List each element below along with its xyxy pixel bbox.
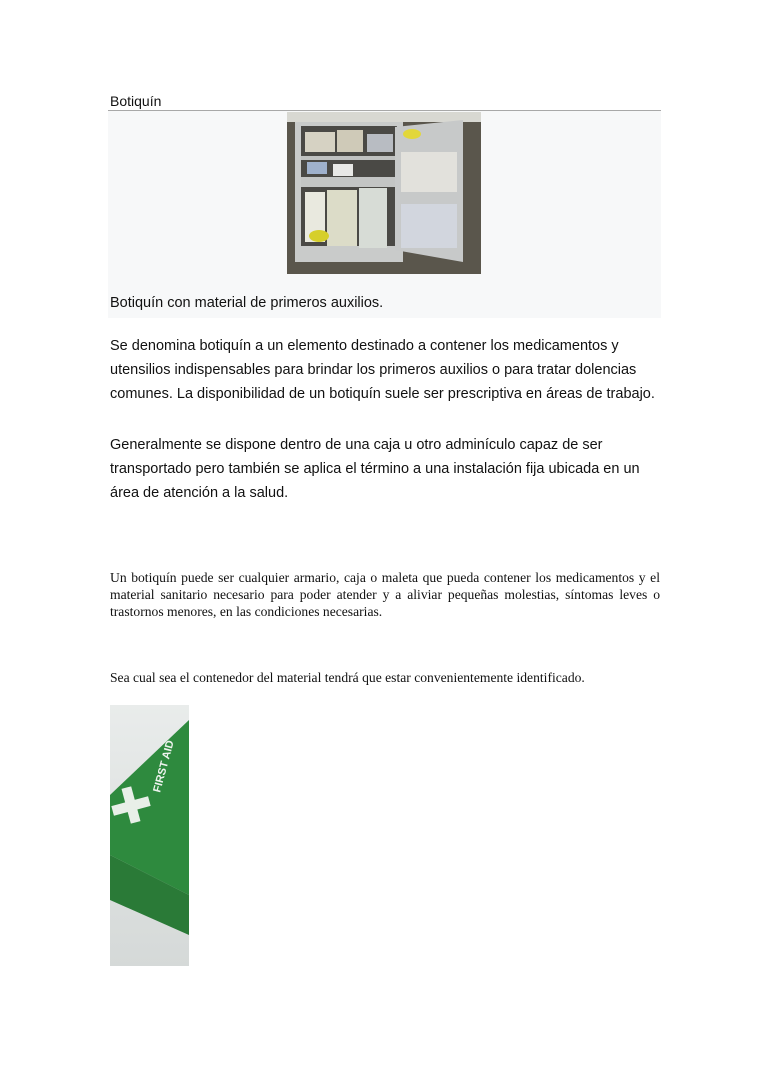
paragraph-identification: Sea cual sea el contenedor del material tendrá que estar convenientemente identificado.: [110, 670, 585, 685]
paragraph-usage: Generalmente se dispone dentro de una caja u otro adminículo capaz de ser transportado pero también se aplica el término a una instalación fija ubicada en un área de atención a la salud.: [110, 437, 640, 501]
section-heading: Botiquín: [110, 93, 162, 109]
first-aid-box-photo: [110, 705, 189, 966]
figure-caption: Botiquín con material de primeros auxilios.: [110, 295, 384, 311]
first-aid-label: FIRST AID: [151, 739, 177, 794]
first-aid-cabinet-photo: [287, 112, 481, 274]
paragraph-definition: Se denomina botiquín a un elemento destinado a contener los medicamentos y utensilios indispensables para brindar los primeros auxilios o para tratar dolencias comunes. La disponibilidad de un botiquín suele ser prescriptiva en áreas de trabajo.: [110, 338, 655, 402]
paragraph-container: Un botiquín puede ser cualquier armario, caja o maleta que pueda contener los medicamentos y el material sanitario necesario para poder atender y a aliviar pequeñas molestias, síntomas leves o trastornos menores, en las condiciones necesarias.: [110, 570, 660, 619]
